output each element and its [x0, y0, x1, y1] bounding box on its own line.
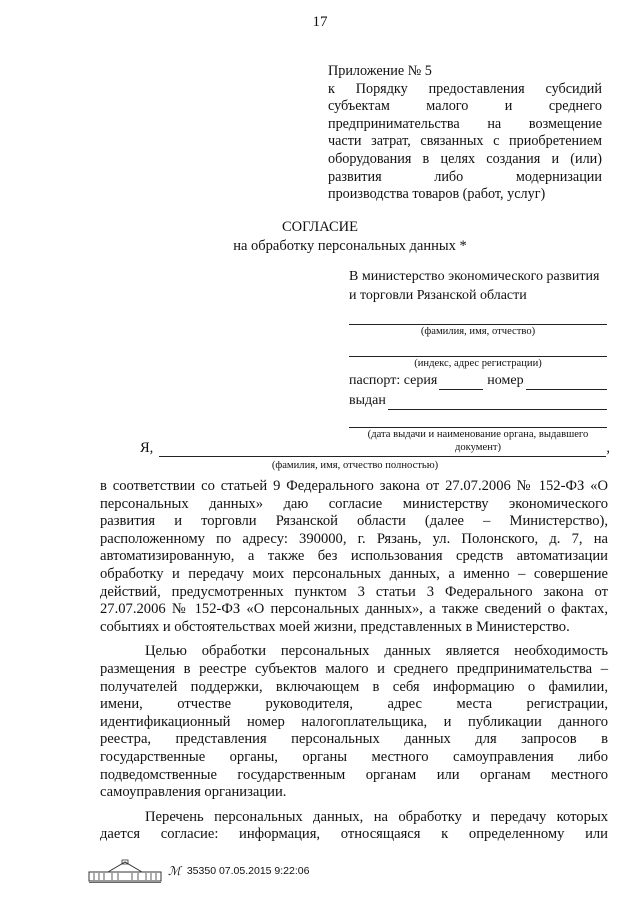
body-line: идентификационный номер налогоплательщика, и публикации данного: [100, 713, 608, 730]
full-name-caption: (фамилия, имя, отчество полностью): [271, 460, 439, 471]
number-label: номер: [487, 373, 524, 388]
footer: [88, 858, 309, 884]
body-line: размещения в реестре субъектов малого и среднего предпринимательства –: [100, 660, 608, 677]
issued-row: [349, 391, 607, 410]
body-line: действий, предусмотренных пунктом 3 статьи 3 Федерального закона от: [100, 583, 608, 600]
address-field[interactable]: [349, 341, 607, 357]
body-line: подведомственные государственным органам или органам местного: [100, 766, 608, 783]
body-line: развития и торговли Рязанской области (далее – Министерство),: [100, 513, 608, 530]
body-line: получателей поддержки, включающем в себя информацию о фамилии,: [100, 678, 608, 695]
ministry-building-icon: [88, 858, 162, 884]
body-line: событиях и обстоятельствах моей жизни, представленных в Министерство.: [100, 618, 570, 635]
addressee-line1: В министерство экономического развития: [349, 269, 600, 284]
fio-caption: (фамилия, имя, отчество): [420, 326, 536, 337]
consent-body: [100, 478, 608, 844]
body-line: персональных данных» даю согласие министерству экономического: [100, 495, 608, 512]
paragraph-2: [100, 643, 608, 801]
passport-series-field[interactable]: [439, 375, 483, 390]
body-line: государственные органы, органы местного самоуправления либо: [100, 748, 608, 765]
address-caption: (индекс, адрес регистрации): [414, 358, 542, 369]
body-line: реестра, представления персональных данных для запросов в: [100, 731, 608, 748]
body-line: Перечень персональных данных, на обработку и передачу которых: [145, 808, 608, 825]
appendix-line: производства товаров (работ, услуг): [328, 186, 546, 203]
passport-label: паспорт: серия: [349, 373, 438, 388]
page-number: 17: [312, 14, 328, 30]
ya-comma: ,: [606, 440, 610, 456]
title-sub: на обработку персональных данных *: [233, 238, 467, 254]
ya-label: Я,: [140, 440, 154, 456]
document-title: [0, 218, 640, 256]
issued-label: выдан: [349, 393, 386, 408]
body-line: имени, отчестве руководителя, адрес места регистрации,: [100, 696, 608, 713]
issued-field[interactable]: [388, 395, 607, 410]
appendix-line: Приложение № 5: [328, 63, 432, 79]
appendix-header: [328, 63, 602, 204]
appendix-line: к Порядку предоставления субсидий: [328, 80, 602, 97]
addressee-block: [349, 267, 607, 454]
body-line: 27.07.2006 № 152-ФЗ «О персональных данных», а также сведений о фактах,: [100, 601, 608, 618]
body-line: в соответствии со статьей 9 Федерального закона от 27.07.2006 № 152-ФЗ «О: [100, 478, 608, 494]
full-name-field[interactable]: [159, 442, 606, 457]
addressee-line2: и торговли Рязанской области: [349, 288, 527, 303]
appendix-line: оборудования в целях создания и (или): [328, 150, 602, 167]
fio-field[interactable]: [349, 309, 607, 325]
paragraph-1: [100, 478, 608, 636]
appendix-line: части затрат, связанных с приобретением: [328, 133, 602, 150]
paragraph-3: [100, 809, 608, 844]
issued-field-2[interactable]: [349, 412, 607, 428]
title-main: СОГЛАСИЕ: [281, 219, 359, 235]
body-line: Целью обработки персональных данных является необходимость: [145, 643, 608, 660]
body-line: самоуправления организации.: [100, 784, 287, 801]
appendix-line: развития либо модернизации: [328, 168, 602, 185]
body-line: дается согласие: информация, относящаяся к определенному или: [100, 826, 608, 843]
passport-number-field[interactable]: [526, 375, 607, 390]
appendix-line: субъектам малого и среднего: [328, 98, 602, 115]
signature-mark-icon: ℳ: [168, 863, 181, 878]
appendix-line: предпринимательства на возмещение: [328, 115, 602, 132]
body-line: автоматизированную, а также без использования средств автоматизации: [100, 548, 608, 565]
body-line: расположенному по адресу: 390000, г. Рязань, ул. Полонского, д. 7, на: [100, 530, 608, 547]
body-line: обработку и передачу моих персональных данных, а именно – совершение: [100, 565, 608, 582]
ya-row: [140, 440, 610, 457]
document-id: 35350 07.05.2015 9:22:06: [186, 865, 310, 877]
passport-row: [349, 371, 607, 390]
issued-caption: (дата выдачи и наименование органа, выдавшего документ): [367, 429, 589, 453]
